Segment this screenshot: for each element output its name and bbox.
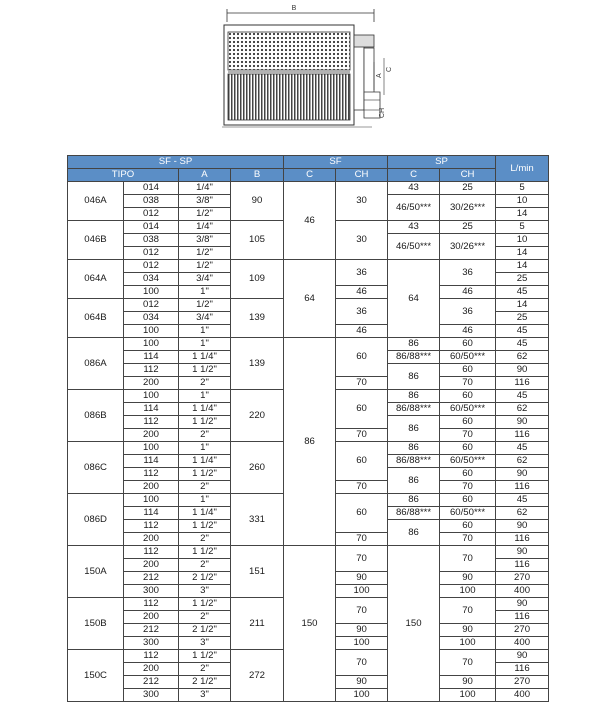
a-cell: 1": [179, 442, 231, 455]
code-cell: 034: [124, 273, 179, 286]
sp-c-cell: 43: [388, 182, 440, 195]
sp-ch-cell: 36: [440, 299, 496, 325]
sp-ch-cell: 60/50***: [440, 455, 496, 468]
a-cell: 1/2": [179, 299, 231, 312]
code-cell: 200: [124, 533, 179, 546]
code-cell: 114: [124, 455, 179, 468]
lmin-cell: 90: [496, 520, 549, 533]
a-cell: 2 1/2": [179, 572, 231, 585]
lmin-cell: 90: [496, 468, 549, 481]
code-cell: 014: [124, 182, 179, 195]
a-cell: 1 1/2": [179, 598, 231, 611]
a-cell: 1/2": [179, 247, 231, 260]
code-cell: 112: [124, 364, 179, 377]
lmin-cell: 90: [496, 650, 549, 663]
sp-ch-cell: 60: [440, 390, 496, 403]
a-cell: 1 1/4": [179, 455, 231, 468]
sp-c-cell: 150: [388, 546, 440, 702]
sp-c-cell: 43: [388, 221, 440, 234]
a-cell: 3/4": [179, 273, 231, 286]
code-cell: 200: [124, 377, 179, 390]
sp-c-cell: 86: [388, 468, 440, 494]
a-cell: 1 1/4": [179, 507, 231, 520]
dim-label-c: C: [386, 66, 393, 72]
a-cell: 2": [179, 611, 231, 624]
sp-ch-cell: 60: [440, 520, 496, 533]
sf-ch-cell: 30: [336, 221, 388, 260]
sp-ch-cell: 70: [440, 481, 496, 494]
header-b: B: [231, 169, 284, 182]
header-sp-ch: CH: [440, 169, 496, 182]
lmin-cell: 45: [496, 338, 549, 351]
sp-ch-cell: 70: [440, 533, 496, 546]
sp-ch-cell: 70: [440, 598, 496, 624]
a-cell: 1": [179, 286, 231, 299]
dim-label-a: A: [376, 73, 383, 78]
sp-ch-cell: 25: [440, 182, 496, 195]
a-cell: 1/4": [179, 221, 231, 234]
dimension-b: [227, 5, 374, 22]
code-cell: 212: [124, 572, 179, 585]
header-sf-c: C: [284, 169, 336, 182]
sp-ch-cell: 60: [440, 468, 496, 481]
lmin-cell: 90: [496, 364, 549, 377]
sp-ch-cell: 60: [440, 494, 496, 507]
sp-ch-cell: 30/26***: [440, 195, 496, 221]
lmin-cell: 400: [496, 585, 549, 598]
sf-ch-cell: 100: [336, 585, 388, 598]
code-cell: 112: [124, 546, 179, 559]
lmin-cell: 62: [496, 403, 549, 416]
code-cell: 112: [124, 650, 179, 663]
sp-ch-cell: 46: [440, 325, 496, 338]
a-cell: 2 1/2": [179, 624, 231, 637]
a-cell: 1 1/2": [179, 546, 231, 559]
tipo-cell: 086D: [68, 494, 124, 546]
lmin-cell: 270: [496, 624, 549, 637]
sp-ch-cell: 60: [440, 442, 496, 455]
sp-ch-cell: 60: [440, 364, 496, 377]
code-cell: 112: [124, 520, 179, 533]
sf-ch-cell: 70: [336, 533, 388, 546]
lmin-cell: 5: [496, 182, 549, 195]
sp-c-cell: 46/50***: [388, 195, 440, 221]
b-cell: 139: [231, 338, 284, 390]
sp-c-cell: 86: [388, 390, 440, 403]
a-cell: 1/4": [179, 182, 231, 195]
lmin-cell: 62: [496, 455, 549, 468]
sp-c-cell: 64: [388, 260, 440, 338]
a-cell: 2": [179, 559, 231, 572]
b-cell: 260: [231, 442, 284, 494]
code-cell: 014: [124, 221, 179, 234]
lmin-cell: 10: [496, 234, 549, 247]
tipo-cell: 046B: [68, 221, 124, 260]
code-cell: 038: [124, 234, 179, 247]
code-cell: 012: [124, 260, 179, 273]
sp-ch-cell: 60: [440, 338, 496, 351]
lmin-cell: 45: [496, 325, 549, 338]
header-sp: SP: [388, 156, 496, 169]
sf-ch-cell: 100: [336, 689, 388, 702]
lmin-cell: 116: [496, 481, 549, 494]
sf-ch-cell: 36: [336, 299, 388, 325]
sf-ch-cell: 46: [336, 286, 388, 299]
sf-ch-cell: 46: [336, 325, 388, 338]
b-cell: 331: [231, 494, 284, 546]
tipo-cell: 064B: [68, 299, 124, 338]
table-row: [68, 546, 549, 559]
b-cell: 105: [231, 221, 284, 260]
sf-c-cell: 86: [284, 338, 336, 546]
a-cell: 3": [179, 637, 231, 650]
lmin-cell: 90: [496, 546, 549, 559]
a-cell: 1 1/2": [179, 416, 231, 429]
sf-ch-cell: 60: [336, 338, 388, 377]
sf-ch-cell: 60: [336, 442, 388, 481]
a-cell: 1/2": [179, 208, 231, 221]
sp-c-cell: 86/88***: [388, 507, 440, 520]
a-cell: 3": [179, 689, 231, 702]
lmin-cell: 116: [496, 533, 549, 546]
lmin-cell: 25: [496, 273, 549, 286]
code-cell: 200: [124, 663, 179, 676]
lmin-cell: 45: [496, 494, 549, 507]
sf-c-cell: 46: [284, 182, 336, 260]
sf-c-cell: 64: [284, 260, 336, 338]
sf-c-cell: 150: [284, 546, 336, 702]
lmin-cell: 14: [496, 208, 549, 221]
sf-ch-cell: 70: [336, 598, 388, 624]
sp-c-cell: 86: [388, 338, 440, 351]
code-cell: 100: [124, 325, 179, 338]
sp-ch-cell: 100: [440, 585, 496, 598]
code-cell: 100: [124, 390, 179, 403]
sp-ch-cell: 25: [440, 221, 496, 234]
lmin-cell: 45: [496, 390, 549, 403]
sp-ch-cell: 100: [440, 637, 496, 650]
code-cell: 114: [124, 507, 179, 520]
lmin-cell: 400: [496, 637, 549, 650]
b-cell: 211: [231, 598, 284, 650]
lmin-cell: 116: [496, 611, 549, 624]
code-cell: 034: [124, 312, 179, 325]
code-cell: 112: [124, 468, 179, 481]
tipo-cell: 086C: [68, 442, 124, 494]
code-cell: 112: [124, 598, 179, 611]
sp-c-cell: 86: [388, 364, 440, 390]
sp-ch-cell: 60/50***: [440, 403, 496, 416]
lmin-cell: 14: [496, 299, 549, 312]
b-cell: 272: [231, 650, 284, 702]
sp-c-cell: 86: [388, 494, 440, 507]
sp-ch-cell: 90: [440, 624, 496, 637]
a-cell: 2 1/2": [179, 676, 231, 689]
table-row: [68, 338, 549, 351]
mesh-section: [228, 32, 350, 70]
sp-ch-cell: 90: [440, 676, 496, 689]
sp-ch-cell: 60/50***: [440, 351, 496, 364]
sf-ch-cell: 90: [336, 572, 388, 585]
code-cell: 212: [124, 676, 179, 689]
lmin-cell: 270: [496, 572, 549, 585]
sf-ch-cell: 70: [336, 429, 388, 442]
lmin-cell: 116: [496, 377, 549, 390]
a-cell: 1 1/4": [179, 403, 231, 416]
tipo-cell: 150C: [68, 650, 124, 702]
code-cell: 300: [124, 585, 179, 598]
sp-c-cell: 86/88***: [388, 403, 440, 416]
code-cell: 300: [124, 637, 179, 650]
lmin-cell: 116: [496, 559, 549, 572]
b-cell: 151: [231, 546, 284, 598]
lmin-cell: 62: [496, 351, 549, 364]
sf-ch-cell: 90: [336, 624, 388, 637]
a-cell: 2": [179, 663, 231, 676]
code-cell: 038: [124, 195, 179, 208]
header-sf: SF: [284, 156, 388, 169]
sf-ch-cell: 90: [336, 676, 388, 689]
sp-ch-cell: 70: [440, 546, 496, 572]
lmin-cell: 116: [496, 429, 549, 442]
sf-ch-cell: 36: [336, 260, 388, 286]
filter-spec-table: [67, 155, 549, 702]
sf-ch-cell: 60: [336, 494, 388, 533]
sp-ch-cell: 60: [440, 416, 496, 429]
a-cell: 1": [179, 338, 231, 351]
ribbed-section: [228, 74, 350, 120]
a-cell: 3/4": [179, 312, 231, 325]
sf-ch-cell: 30: [336, 182, 388, 221]
sp-ch-cell: 46: [440, 286, 496, 299]
a-cell: 1 1/2": [179, 650, 231, 663]
b-cell: 139: [231, 299, 284, 338]
lmin-cell: 25: [496, 312, 549, 325]
code-cell: 112: [124, 416, 179, 429]
dim-label-b: B: [291, 5, 297, 12]
a-cell: 1/2": [179, 260, 231, 273]
code-cell: 012: [124, 299, 179, 312]
dim-label-ch: CH: [379, 107, 386, 118]
code-cell: 200: [124, 481, 179, 494]
sp-c-cell: 86/88***: [388, 351, 440, 364]
header-sp-c: C: [388, 169, 440, 182]
lmin-cell: 10: [496, 195, 549, 208]
code-cell: 114: [124, 351, 179, 364]
a-cell: 1 1/2": [179, 520, 231, 533]
tipo-cell: 150A: [68, 546, 124, 598]
code-cell: 012: [124, 208, 179, 221]
a-cell: 2": [179, 377, 231, 390]
sf-ch-cell: 70: [336, 650, 388, 676]
header-a: A: [179, 169, 231, 182]
lmin-cell: 14: [496, 247, 549, 260]
sp-ch-cell: 70: [440, 650, 496, 676]
sf-ch-cell: 70: [336, 377, 388, 390]
code-cell: 100: [124, 286, 179, 299]
lmin-cell: 45: [496, 286, 549, 299]
code-cell: 100: [124, 442, 179, 455]
sp-c-cell: 86: [388, 416, 440, 442]
lmin-cell: 116: [496, 663, 549, 676]
table-row: [68, 260, 549, 273]
sp-ch-cell: 30/26***: [440, 234, 496, 260]
lmin-cell: 14: [496, 260, 549, 273]
code-cell: 200: [124, 611, 179, 624]
tipo-cell: 150B: [68, 598, 124, 650]
a-cell: 1 1/2": [179, 364, 231, 377]
tipo-cell: 086A: [68, 338, 124, 390]
tipo-cell: 046A: [68, 182, 124, 221]
sp-c-cell: 86: [388, 520, 440, 546]
table-row: [68, 182, 549, 195]
lmin-cell: 62: [496, 507, 549, 520]
b-cell: 90: [231, 182, 284, 221]
a-cell: 2": [179, 481, 231, 494]
code-cell: 200: [124, 429, 179, 442]
b-cell: 220: [231, 390, 284, 442]
a-cell: 2": [179, 533, 231, 546]
lmin-cell: 5: [496, 221, 549, 234]
sf-ch-cell: 60: [336, 390, 388, 429]
a-cell: 3/8": [179, 195, 231, 208]
a-cell: 2": [179, 429, 231, 442]
b-cell: 109: [231, 260, 284, 299]
sf-ch-cell: 70: [336, 546, 388, 572]
sf-ch-cell: 100: [336, 637, 388, 650]
filter-technical-drawing: [0, 0, 602, 150]
sp-ch-cell: 36: [440, 260, 496, 286]
a-cell: 3/8": [179, 234, 231, 247]
tipo-cell: 064A: [68, 260, 124, 299]
header-lmin: L/min: [496, 156, 549, 182]
sp-ch-cell: 60/50***: [440, 507, 496, 520]
sp-ch-cell: 90: [440, 572, 496, 585]
sp-ch-cell: 100: [440, 689, 496, 702]
a-cell: 1": [179, 325, 231, 338]
header-sf-sp: SF - SP: [68, 156, 284, 169]
header-tipo: TIPO: [68, 169, 179, 182]
a-cell: 1": [179, 390, 231, 403]
a-cell: 1": [179, 494, 231, 507]
a-cell: 1 1/2": [179, 468, 231, 481]
sp-c-cell: 46/50***: [388, 234, 440, 260]
code-cell: 300: [124, 689, 179, 702]
code-cell: 114: [124, 403, 179, 416]
sp-c-cell: 86/88***: [388, 455, 440, 468]
code-cell: 012: [124, 247, 179, 260]
lmin-cell: 90: [496, 416, 549, 429]
code-cell: 100: [124, 494, 179, 507]
code-cell: 212: [124, 624, 179, 637]
tipo-cell: 086B: [68, 390, 124, 442]
sf-ch-cell: 70: [336, 481, 388, 494]
lmin-cell: 90: [496, 598, 549, 611]
a-cell: 1 1/4": [179, 351, 231, 364]
code-cell: 100: [124, 338, 179, 351]
lmin-cell: 270: [496, 676, 549, 689]
header-sf-ch: CH: [336, 169, 388, 182]
lmin-cell: 400: [496, 689, 549, 702]
sp-ch-cell: 70: [440, 429, 496, 442]
sp-c-cell: 86: [388, 442, 440, 455]
code-cell: 200: [124, 559, 179, 572]
lmin-cell: 45: [496, 442, 549, 455]
a-cell: 3": [179, 585, 231, 598]
sp-ch-cell: 70: [440, 377, 496, 390]
